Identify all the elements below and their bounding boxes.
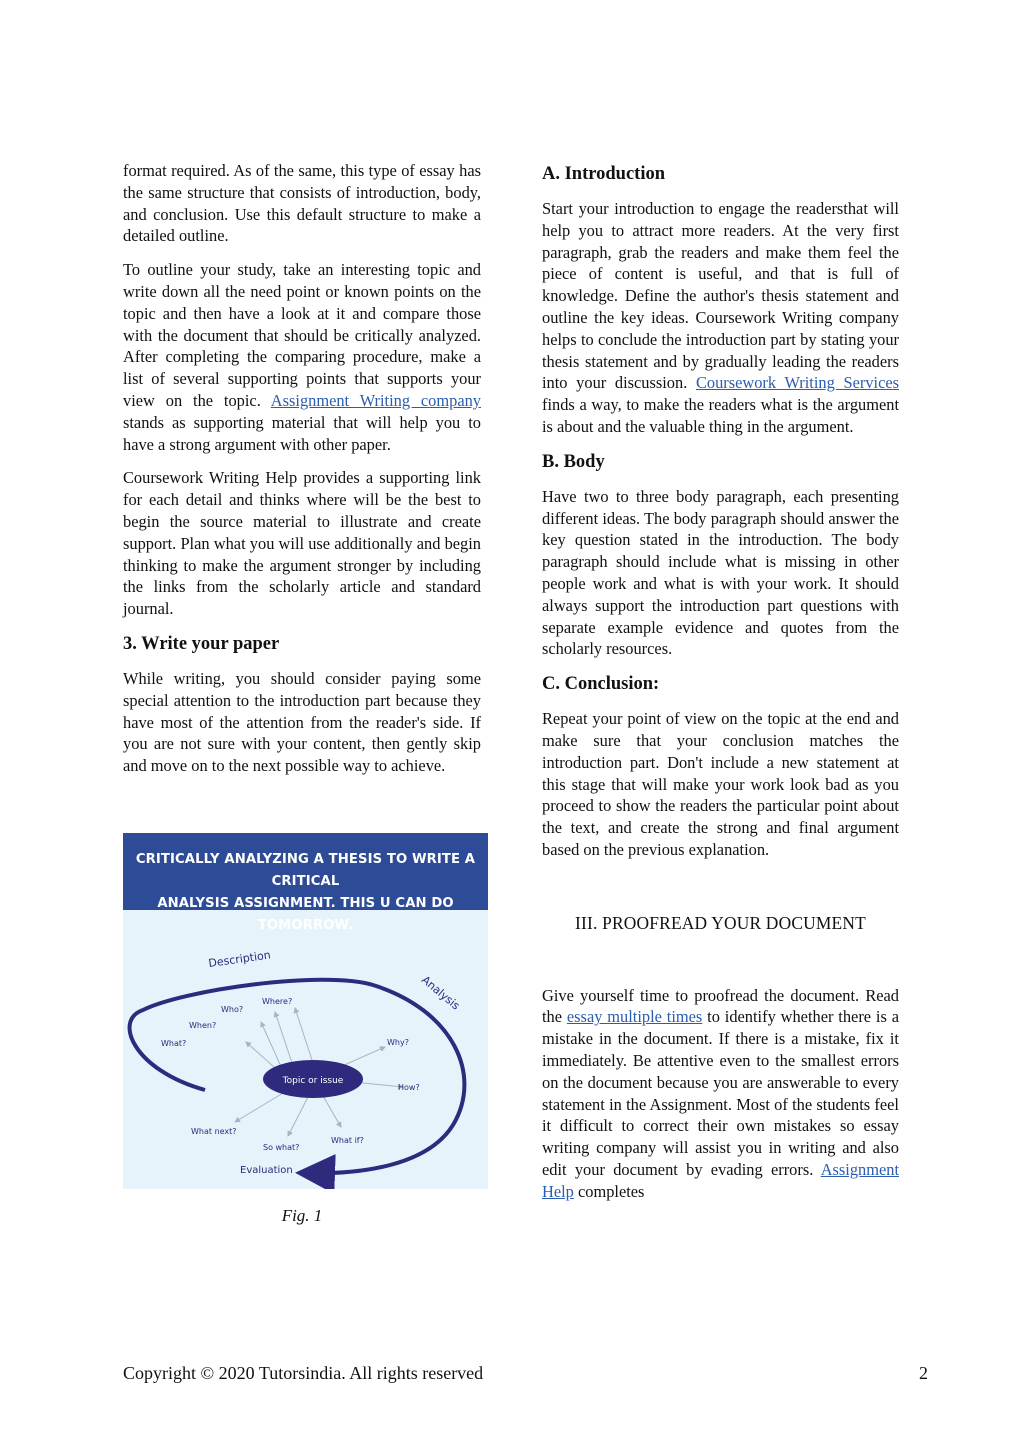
- text: finds a way, to make the readers what is the argument is about and the valuable thing in the argument.: [542, 395, 899, 436]
- page-number: 2: [919, 1363, 928, 1383]
- analysis-label: Analysis: [419, 973, 463, 1013]
- what-if-label: What if?: [331, 1135, 364, 1145]
- section-heading-proofread: III. PROOFREAD YOUR DOCUMENT: [575, 912, 866, 933]
- what-next-label: What next?: [191, 1126, 237, 1136]
- assignment-writing-company-link[interactable]: Assignment Writing company: [270, 390, 481, 410]
- page-footer: [123, 1363, 928, 1384]
- section-heading-body: B. Body: [542, 451, 605, 472]
- right-column: [542, 160, 899, 1214]
- copyright-text: Copyright © 2020 Tutorsindia. All rights reserved: [123, 1363, 484, 1383]
- left-column: [123, 160, 481, 1227]
- figure-header-line: CRITICALLY ANALYZING A THESIS TO WRITE A CRITICAL: [135, 851, 476, 889]
- text: Start your introduction to engage the readersthat will help you to attract more readers. At the very first paragraph, grab the readers and make them feel the piece of content is useful, and that is full of knowledge. Define the author's thesis statement and outline the key ideas. Coursework Writing company helps to conclude the introduction part by stating your thesis statement and by gradually leading the readers into your discussion.: [542, 199, 899, 393]
- evaluation-label: Evaluation: [240, 1164, 293, 1176]
- paragraph: [123, 259, 481, 455]
- text: completes: [573, 1181, 645, 1201]
- text: Give yourself time to proofread the document. Read the: [542, 985, 899, 1027]
- topic-label: Topic or issue: [282, 1075, 344, 1086]
- figure-critical-analysis-diagram: [123, 833, 488, 1189]
- text: To outline your study, take an interesting topic and write down all the need point or known points on the topic and then have a look at it and compare those with the document that should be critically analyzed. After completing the comparing procedure, make a list of several supporting points that supports your view on the topic.: [123, 260, 481, 410]
- figure-caption: Fig. 1: [281, 1205, 323, 1225]
- what-label: What?: [161, 1038, 187, 1048]
- text: to identify whether there is a mistake in the document. If there is a mistake, fix it immediately. Be attentive even to the smallest errors on the document because you are answerable to every statement in the Assignment. Most of the students feel it difficult to correct their own mistakes so essay writing company will assist you in writing and also edit your document by evading errors.: [542, 1007, 900, 1179]
- so-what-label: So what?: [263, 1142, 300, 1152]
- essay-multiple-times-link[interactable]: essay multiple times: [566, 1007, 703, 1027]
- when-label: When?: [189, 1020, 217, 1030]
- paragraph: format required. As of the same, this type of essay has the same structure that consists of introduction, body, and conclusion. Use this default structure to make a detailed outline.: [123, 161, 481, 246]
- section-heading-introduction: A. Introduction: [542, 164, 666, 184]
- paragraph: While writing, you should consider paying some special attention to the introduction part because they have most of the attention from the reader's side. If you are not sure with your content, then gently skip and move on to the next possible way to achieve.: [123, 668, 481, 776]
- section-heading-write-paper: 3. Write your paper: [123, 633, 280, 654]
- assignment-help-link[interactable]: Assignment Help: [542, 1159, 899, 1201]
- coursework-writing-services-link[interactable]: Coursework Writing Services: [695, 373, 899, 393]
- why-label: Why?: [387, 1037, 409, 1047]
- how-label: How?: [398, 1082, 420, 1092]
- paragraph: Have two to three body paragraph, each presenting different ideas. The body paragraph should answer the key question stated in the introduction. The body paragraph should include what is missing in other people work and what is with your work. It should always support the introduction part questions with separate example evidence and quotes from the scholarly resources.: [542, 486, 899, 659]
- figure-header: [123, 833, 488, 933]
- paragraph: Repeat your point of view on the topic at the end and make sure that your conclusion matches the introduction part. Don't include a new statement at this stage that will make your work look bad as you proceed to show the readers the particular point about the text, and create the strong and final argument based on the previous explanation.: [542, 709, 899, 859]
- text: stands as supporting material that will help you to have a strong argument with other paper.: [123, 412, 481, 454]
- diagram-svg: [123, 910, 488, 1189]
- section-heading-conclusion: C. Conclusion:: [542, 674, 660, 695]
- paragraph: [542, 198, 899, 438]
- description-label: Description: [207, 948, 272, 970]
- figure-header-line: ANALYSIS ASSIGNMENT. THIS U CAN DO TOMORROW.: [157, 895, 454, 933]
- paragraph: [542, 985, 899, 1203]
- where-label: Where?: [262, 996, 293, 1006]
- who-label: Who?: [221, 1004, 244, 1014]
- paragraph: Coursework Writing Help provides a supporting link for each detail and thinks where will be the best to begin the source material to illustrate and create support. Plan what you will use additionally and begin thinking to make the argument stronger by including the links from the scholarly article and standard journal.: [123, 468, 481, 619]
